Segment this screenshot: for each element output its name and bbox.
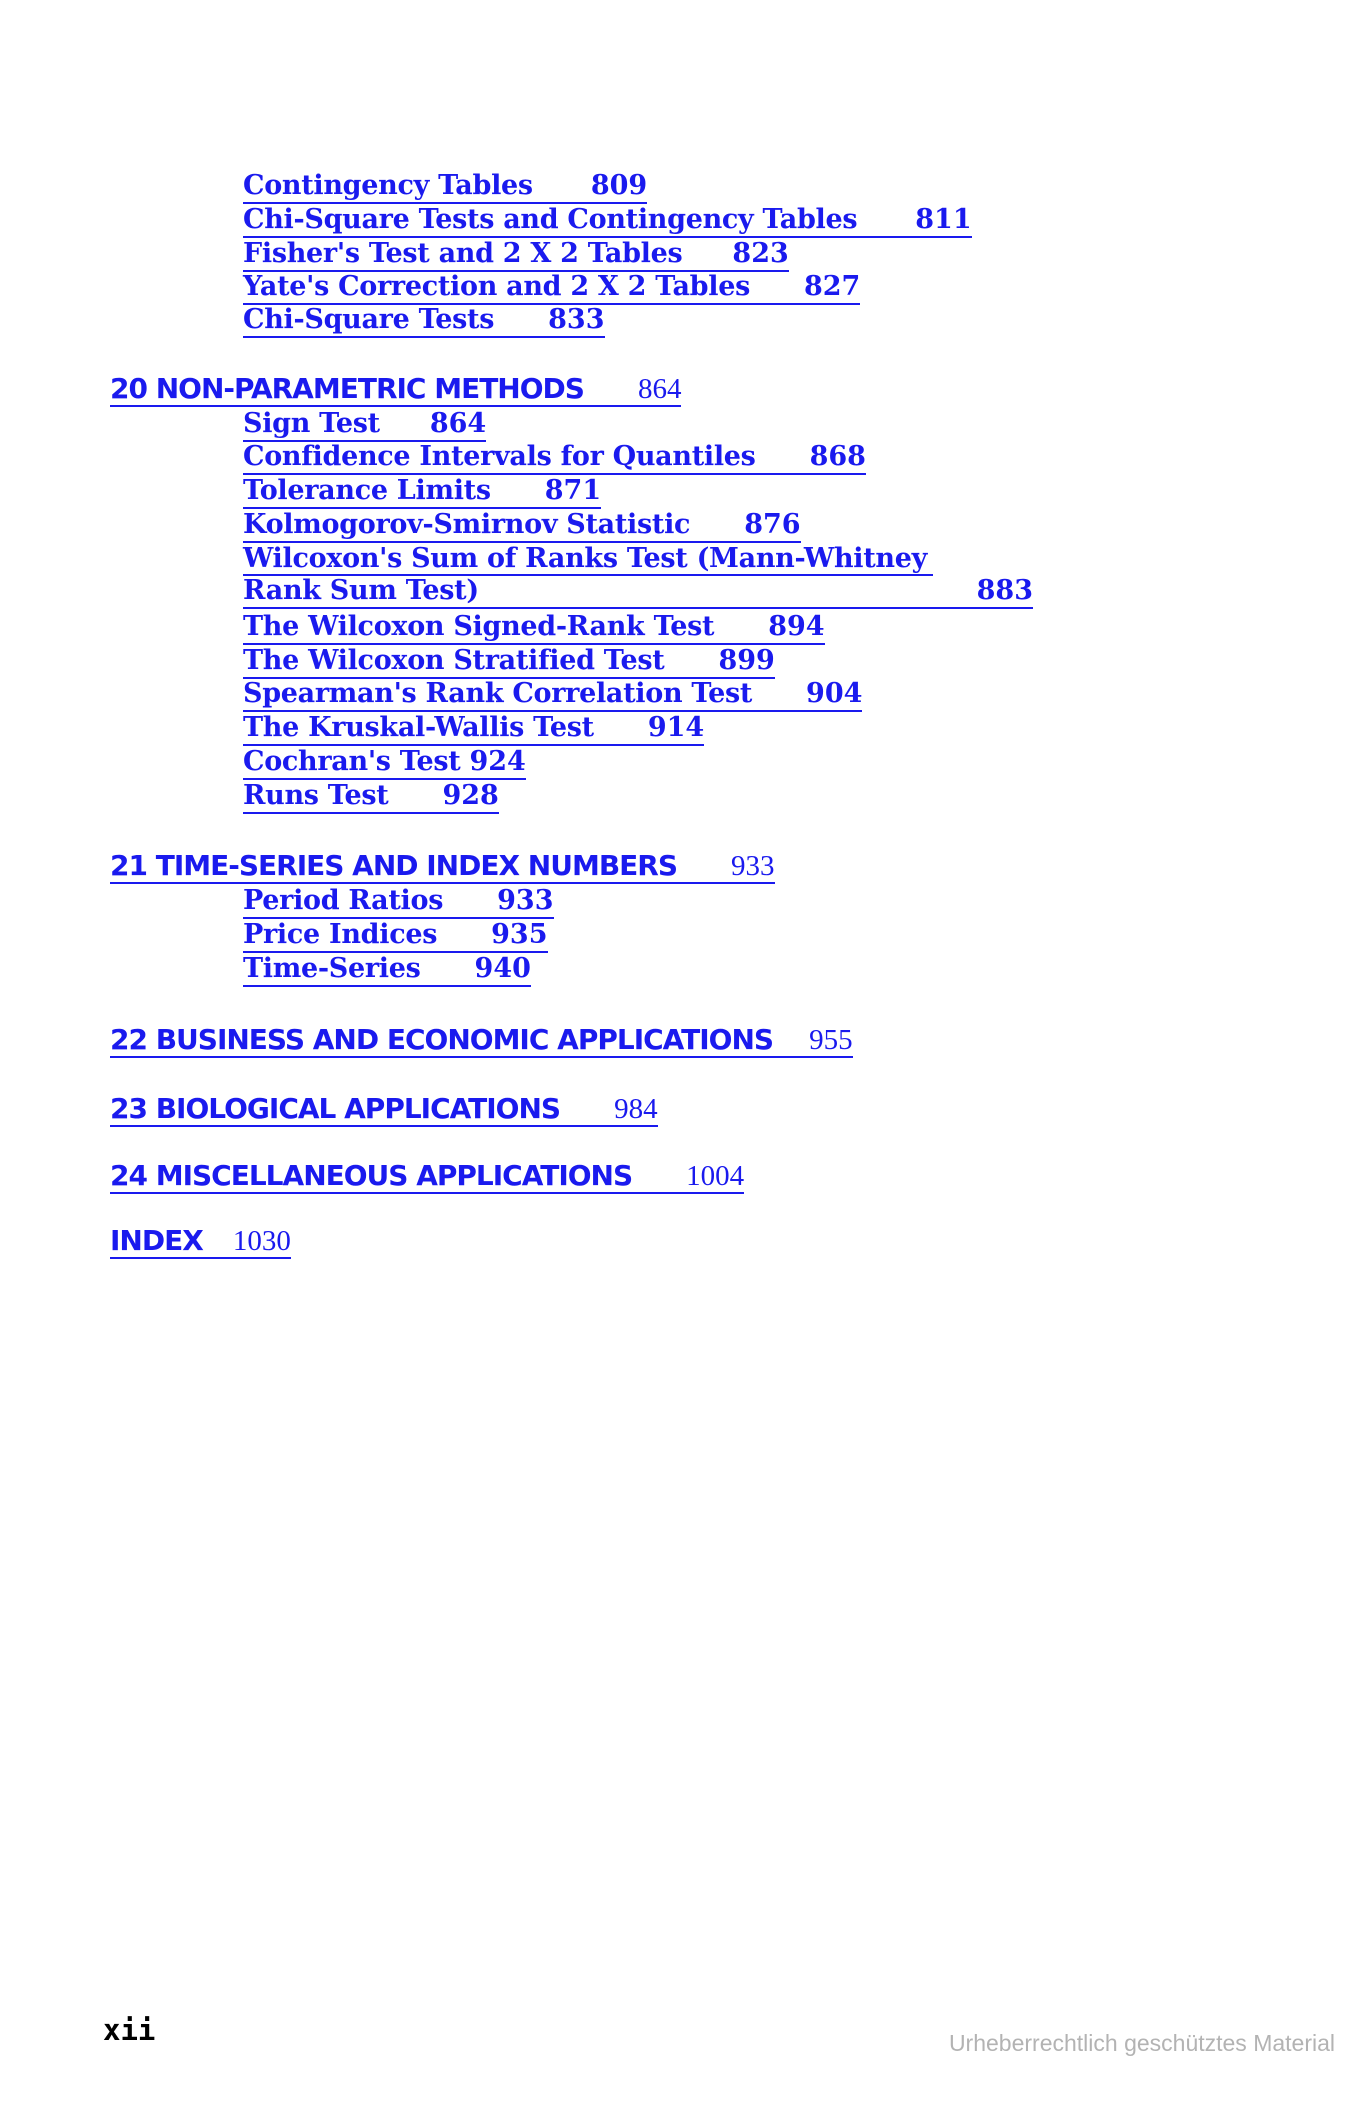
toc-entry-page: 924 [469, 746, 526, 777]
toc-entry-title: The Kruskal-Wallis Test [243, 712, 594, 743]
toc-chapter-23[interactable] [110, 1094, 658, 1127]
toc-entry-page: 823 [732, 238, 789, 269]
toc-entry-page: 914 [647, 712, 705, 743]
toc-entry-title: Time-Series [243, 953, 421, 984]
toc-entry-period-ratios[interactable] [243, 886, 554, 919]
toc-entry-title: Runs Test [243, 780, 389, 811]
page-number: xii [103, 2013, 156, 2047]
toc-entry-page: 883 [976, 575, 1033, 606]
toc-entry-page: 876 [744, 509, 801, 540]
toc-entry-yates-correction[interactable] [243, 272, 860, 305]
toc-entry-title: Chi-Square Tests and Contingency Tables [243, 204, 858, 235]
copyright-watermark: Urheberrechtlich geschütztes Material [948, 2030, 1335, 2056]
toc-chapter-page: 955 [809, 1024, 853, 1056]
toc-entry-title: Kolmogorov-Smirnov Statistic [243, 509, 691, 540]
toc-entry-page: 928 [442, 780, 499, 811]
toc-chapter-21[interactable] [110, 851, 775, 884]
toc-index-title: INDEX [110, 1224, 203, 1257]
toc-entry-page: 871 [544, 475, 602, 506]
toc-entry-tolerance-limits[interactable] [243, 476, 601, 509]
toc-entry-title: Sign Test [243, 408, 380, 439]
toc-entry-page: 940 [474, 953, 531, 984]
toc-entry-kolmogorov-smirnov[interactable] [243, 510, 801, 543]
toc-chapter-page: 984 [614, 1093, 658, 1125]
toc-entry-title: Yate's Correction and 2 X 2 Tables [243, 271, 750, 302]
toc-entry-title: The Wilcoxon Signed-Rank Test [243, 611, 715, 642]
toc-entry-title: Chi-Square Tests [243, 304, 495, 335]
toc-entry-page: 868 [809, 441, 866, 472]
toc-entry-title: Contingency Tables [243, 170, 533, 201]
toc-chapter-page: 1004 [686, 1160, 745, 1192]
toc-chapter-22[interactable] [110, 1025, 853, 1058]
toc-entry-title-line1: Wilcoxon's Sum of Ranks Test (Mann-Whitney [243, 544, 933, 576]
toc-index[interactable] [110, 1226, 291, 1259]
toc-entry-title: Fisher's Test and 2 X 2 Tables [243, 238, 683, 269]
toc-entry-line2 [243, 576, 1033, 609]
toc-chapter-24[interactable] [110, 1161, 744, 1194]
toc-entry-title: Spearman's Rank Correlation Test [243, 678, 753, 709]
toc-entry-page: 904 [806, 678, 863, 709]
toc-entry-sign-test[interactable] [243, 409, 486, 442]
toc-entry-fishers-test[interactable] [243, 239, 789, 272]
toc-entry-wilcoxon-sum-of-ranks[interactable] [243, 543, 1033, 606]
toc-entry-title: Cochran's Test [243, 746, 461, 777]
toc-entry-contingency-tables[interactable] [243, 171, 647, 204]
toc-index-page: 1030 [232, 1225, 291, 1257]
toc-entry-page: 935 [491, 919, 548, 950]
toc-chapter-title: 21 TIME-SERIES AND INDEX NUMBERS [110, 849, 678, 882]
toc-chapter-page: 933 [731, 850, 775, 882]
toc-entry-chi-square-tests[interactable] [243, 305, 605, 338]
toc-entry-price-indices[interactable] [243, 920, 548, 953]
toc-entry-title: The Wilcoxon Stratified Test [243, 645, 665, 676]
toc-chapter-title: 20 NON-PARAMETRIC METHODS [110, 372, 584, 405]
toc-entry-page: 933 [497, 885, 554, 916]
toc-entry-page: 894 [768, 611, 825, 642]
toc-entry-page: 827 [803, 271, 861, 302]
toc-entry-runs-test[interactable] [243, 781, 499, 814]
toc-entry-page: 864 [429, 408, 487, 439]
toc-entry-page: 833 [548, 304, 605, 335]
toc-entry-time-series[interactable] [243, 954, 531, 987]
toc-entry-title: Price Indices [243, 919, 438, 950]
toc-entry-title: Tolerance Limits [243, 475, 491, 506]
toc-entry-title-line2: Rank Sum Test) [243, 575, 479, 606]
toc-entry-page: 899 [718, 645, 775, 676]
toc-chapter-title: 24 MISCELLANEOUS APPLICATIONS [110, 1159, 633, 1192]
toc-chapter-title: 22 BUSINESS AND ECONOMIC APPLICATIONS [110, 1023, 774, 1056]
toc-chapter-page: 864 [637, 373, 682, 405]
toc-entry-spearmans-rank[interactable] [243, 679, 862, 712]
toc-entry-wilcoxon-signed-rank[interactable] [243, 612, 825, 645]
toc-entry-kruskal-wallis[interactable] [243, 713, 704, 746]
toc-entry-cochrans-test[interactable] [243, 747, 526, 780]
toc-chapter-title: 23 BIOLOGICAL APPLICATIONS [110, 1092, 561, 1125]
toc-entry-title: Confidence Intervals for Quantiles [243, 441, 756, 472]
toc-entry-page: 809 [590, 170, 648, 201]
toc-entry-wilcoxon-stratified[interactable] [243, 646, 775, 679]
toc-entry-chi-square-contingency[interactable] [243, 205, 972, 238]
toc-entry-title: Period Ratios [243, 885, 444, 916]
toc-chapter-20[interactable] [110, 374, 681, 407]
toc-entry-confidence-intervals[interactable] [243, 442, 866, 475]
toc-entry-page: 811 [915, 204, 972, 235]
